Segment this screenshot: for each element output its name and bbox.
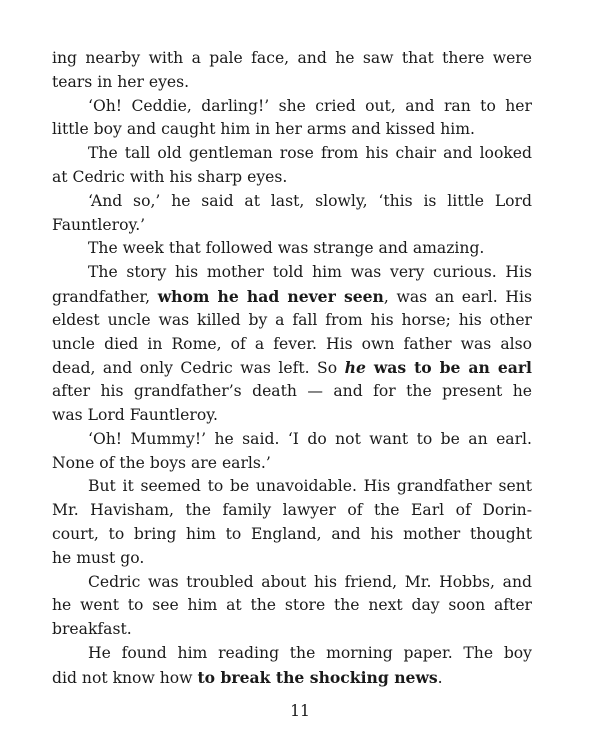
text-line [52,594,532,618]
text-line [52,499,532,523]
emphasis-text: he [344,358,366,378]
text-segment: eldest uncle was killed by a fall from his horse; his other [52,310,532,329]
text-line [52,71,532,95]
text-segment: ‘Oh! Ceddie, darling!’ she cried out, and ran to her [88,96,532,115]
text-segment: But it seemed to be unavoidable. His grandfather sent [88,477,532,496]
text-segment: The tall old gentleman rose from his chair and looked [88,144,532,163]
text-segment: breakfast. [52,620,132,639]
text-segment: He found him reading the morning paper. The boy [88,643,532,662]
text-line [52,571,532,595]
text-segment: Fauntleroy.’ [52,215,146,234]
page-number: 11 [290,702,310,720]
text-line [52,547,532,571]
text-segment: Mr. Havisham, the family lawyer of the Earl of Dorin- [52,501,532,520]
text-segment: uncle died in Rome, of a fever. His own father was also [52,334,532,353]
text-segment: court, to bring him to England, and his mother thought [52,524,532,543]
text-segment: dead, and only Cedric was left. So [52,359,345,378]
text-line [52,237,532,261]
text-line [52,618,532,642]
text-line [52,452,532,476]
emphasis-text: whom he had never seen [157,286,384,306]
text-line [52,475,532,499]
book-page-text [52,47,532,690]
text-segment: he went to see him at the store the next day soon after [52,596,532,615]
text-segment: after his grandfather’s death — and for the present he [52,382,532,401]
text-line [52,356,532,380]
text-line [52,214,532,238]
text-line [52,166,532,190]
text-segment: was Lord Fauntleroy. [52,405,218,424]
text-line [52,666,532,690]
text-line [52,333,532,357]
text-segment: None of the boys are earls.’ [52,453,271,472]
text-segment: The story his mother told him was very curious. His [88,263,532,282]
text-line [52,285,532,309]
text-segment: , was an earl. His [383,287,532,306]
text-line [52,190,532,214]
text-segment: little boy and caught him in her arms and kissed him. [52,120,476,139]
text-line [52,309,532,333]
text-line [52,142,532,166]
emphasis-text: was to be an earl [365,358,532,378]
text-segment: The week that followed was strange and amazing. [88,239,485,258]
text-segment: ‘Oh! Mummy!’ he said. ‘I do not want to be an earl. [88,429,532,448]
text-line [52,261,532,285]
text-line [52,523,532,547]
text-line [52,118,532,142]
text-segment: ‘And so,’ he said at last, slowly, ‘this is little Lord [88,191,532,210]
text-segment: he must go. [52,548,145,567]
text-line [52,380,532,404]
text-segment: Cedric was troubled about his friend, Mr. Hobbs, and [88,572,532,591]
text-segment: at Cedric with his sharp eyes. [52,167,288,186]
text-line [52,642,532,666]
text-segment: ing nearby with a pale face, and he saw that there were [52,49,532,67]
emphasis-text: to break the shocking news [197,667,438,687]
text-segment: tears in her eyes. [52,72,190,91]
text-line [52,95,532,119]
text-segment: did not know how [52,668,198,687]
text-segment: . [437,668,443,687]
text-line [52,404,532,428]
text-line [52,428,532,452]
text-line [52,47,532,71]
text-segment: grandfather, [52,287,158,306]
